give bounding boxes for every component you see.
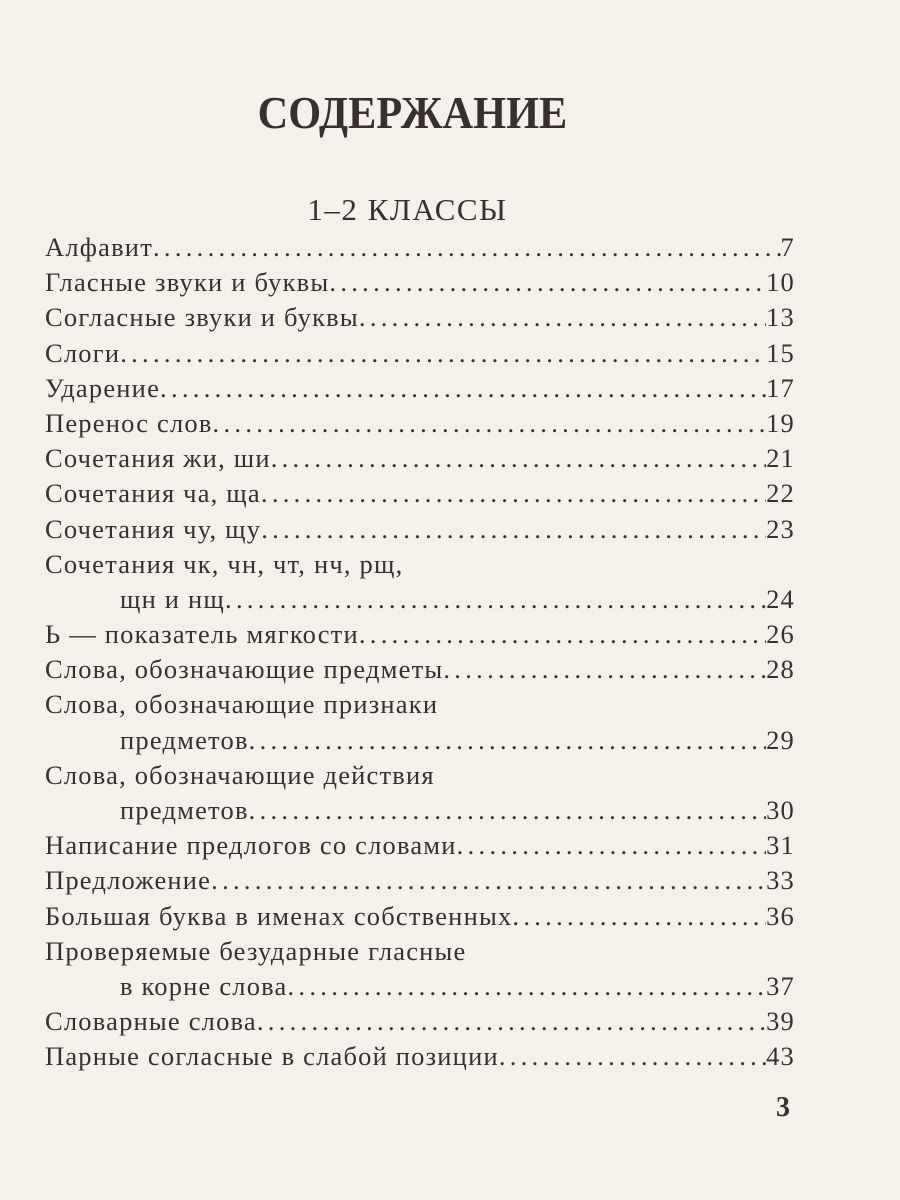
dot-leader: [153, 230, 781, 265]
dot-leader: [359, 617, 766, 652]
toc-entry-page: 19: [766, 407, 795, 438]
toc-entry: [45, 617, 795, 652]
toc-entry-title: Ударение: [45, 372, 161, 403]
toc-entry-page: 15: [766, 337, 795, 368]
toc-entry: [45, 1004, 795, 1039]
toc-entry: [45, 758, 795, 793]
toc-entry-title: Предложение: [45, 865, 212, 896]
toc-entry: [45, 863, 795, 898]
toc-entry-title: Слова, обозначающие признаки: [45, 689, 439, 720]
toc-entry: [45, 899, 795, 934]
toc-entry-title: предметов: [120, 795, 249, 825]
dot-leader: [249, 793, 766, 828]
toc-entry: [45, 336, 795, 371]
section-heading: 1–2 КЛАССЫ: [307, 192, 508, 227]
toc-entry: [45, 582, 795, 617]
toc-entry-page: 29: [766, 724, 795, 755]
toc-entry-title: Парные согласные в слабой позиции: [45, 1041, 499, 1072]
toc-entry-page: 7: [780, 232, 795, 262]
toc-entry-title: Сочетания чу, щу: [45, 513, 262, 544]
toc-entry-title: Согласные звуки и буквы: [45, 302, 359, 333]
table-of-contents: [45, 230, 795, 1075]
toc-entry-title: Слова, обозначающие предметы: [45, 654, 444, 685]
toc-entry: [45, 476, 795, 511]
toc-entry-page: 21: [766, 443, 795, 474]
toc-entry-title: Перенос слов: [45, 407, 213, 438]
page-number: 3: [776, 1092, 790, 1123]
dot-leader: [160, 371, 766, 406]
toc-entry: [45, 969, 795, 1004]
toc-entry-page: 39: [766, 1006, 795, 1037]
toc-entry: [45, 547, 795, 582]
dot-leader: [257, 1004, 766, 1039]
dot-leader: [359, 300, 766, 335]
toc-entry-title: Написание предлогов со словами: [45, 830, 457, 861]
dot-leader: [211, 863, 766, 898]
toc-entry-page: 43: [766, 1041, 795, 1072]
toc-entry: [45, 406, 795, 441]
toc-entry-title: Словарные слова: [45, 1006, 257, 1037]
toc-entry: [45, 828, 795, 863]
toc-entry-page: 23: [766, 513, 795, 544]
toc-entry: [45, 687, 795, 722]
dot-leader: [249, 723, 766, 758]
dot-leader: [225, 582, 766, 617]
toc-entry-title: Алфавит: [45, 232, 153, 262]
toc-entry: [45, 371, 795, 406]
dot-leader: [499, 1039, 766, 1074]
toc-entry-title: Сочетания жи, ши: [45, 443, 271, 474]
toc-entry: [45, 723, 795, 758]
toc-entry-page: 17: [766, 372, 795, 403]
toc-entry-title: Сочетания ча, ща: [45, 478, 261, 509]
toc-entry-title: Слоги: [45, 337, 121, 368]
toc-entry-page: 24: [766, 583, 795, 614]
toc-entry-title: Слова, обозначающие действия: [45, 759, 435, 790]
toc-entry-page: 30: [766, 795, 795, 825]
toc-entry-page: 26: [766, 619, 795, 650]
dot-leader: [329, 265, 766, 300]
page-title: СОДЕРЖАНИЕ: [257, 87, 568, 138]
dot-leader: [213, 406, 767, 441]
toc-entry-page: 31: [766, 830, 795, 861]
toc-entry-title: в корне слова: [120, 970, 288, 1001]
toc-entry-title: щн и нщ: [120, 583, 226, 614]
dot-leader: [288, 969, 767, 1004]
dot-leader: [457, 828, 766, 863]
toc-entry: [45, 265, 795, 300]
dot-leader: [261, 476, 766, 511]
toc-entry: [45, 793, 795, 828]
toc-entry: [45, 652, 795, 687]
toc-entry-title: предметов: [120, 724, 249, 755]
toc-entry-page: 22: [766, 478, 795, 509]
toc-entry-page: 10: [766, 267, 795, 298]
toc-entry-title: Проверяемые безударные гласные: [45, 935, 467, 966]
dot-leader: [120, 336, 766, 371]
toc-entry-title: Ь — показатель мягкости: [45, 619, 359, 650]
toc-entry-page: 36: [766, 900, 795, 931]
toc-entry: [45, 300, 795, 335]
toc-entry: [45, 934, 795, 969]
toc-entry-page: 37: [766, 970, 795, 1001]
toc-entry-title: Сочетания чк, чн, чт, нч, рщ,: [45, 548, 404, 579]
toc-entry: [45, 512, 795, 547]
toc-entry-title: Большая буква в именах собственных: [45, 900, 513, 931]
toc-entry-page: 13: [766, 302, 795, 333]
toc-entry: [45, 230, 795, 265]
toc-entry: [45, 441, 795, 476]
dot-leader: [512, 899, 766, 934]
toc-entry-title: Гласные звуки и буквы: [45, 267, 330, 298]
dot-leader: [261, 512, 766, 547]
toc-entry: [45, 1039, 795, 1074]
toc-entry-page: 28: [766, 654, 795, 685]
dot-leader: [443, 652, 766, 687]
toc-entry-page: 33: [766, 865, 795, 896]
dot-leader: [271, 441, 766, 476]
